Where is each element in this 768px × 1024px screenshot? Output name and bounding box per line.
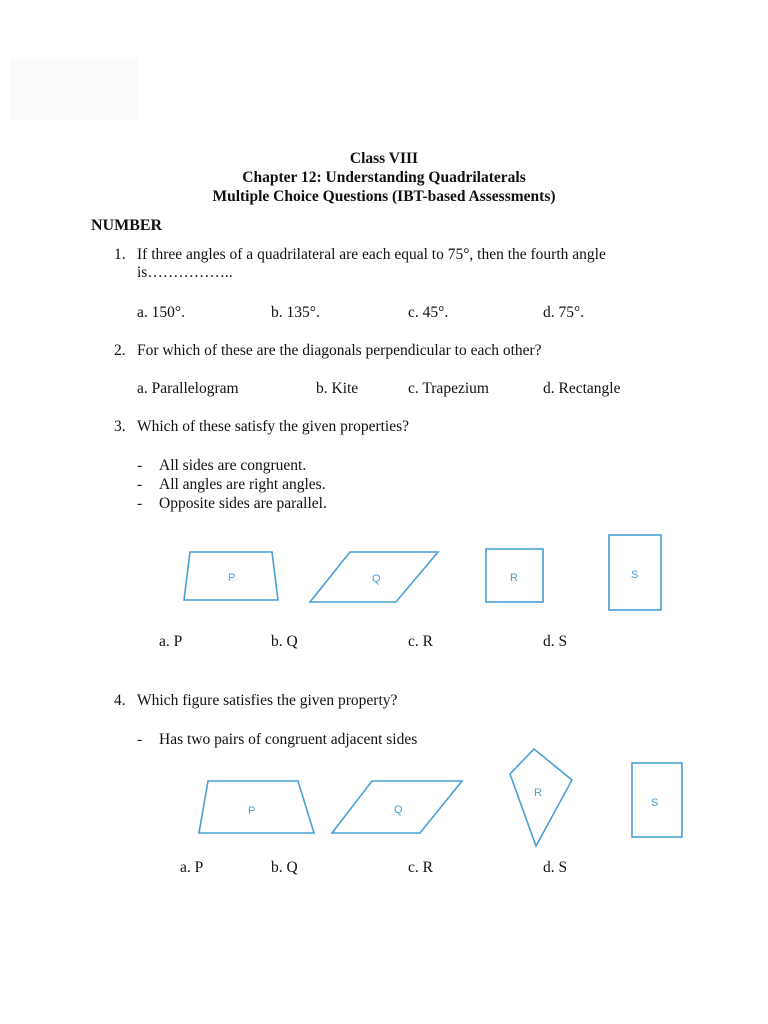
q1-option-b: b. 135°. (271, 304, 320, 321)
chapter-title: Chapter 12: Understanding Quadrilaterals (242, 169, 526, 186)
document-subtitle: Multiple Choice Questions (IBT-based Assessments) (212, 188, 556, 205)
question-3-number: 3. (114, 418, 126, 435)
q4-figure-p-trapezium (196, 779, 320, 837)
q3-figure-s-rectangle (607, 533, 665, 613)
class-heading: Class VIII (349, 150, 419, 167)
q2-option-b: b. Kite (316, 380, 359, 397)
question-1-number: 1. (114, 246, 126, 263)
q4-figure-label-q: Q (394, 804, 403, 816)
q4-option-d: d. S (543, 859, 568, 876)
question-1-text: If three angles of a quadrilateral are each equal to 75°, then the fourth angle (137, 246, 606, 263)
q2-option-a: a. Parallelogram (137, 380, 239, 397)
question-3-text: Which of these satisfy the given properties? (137, 418, 410, 435)
question-2-number: 2. (114, 342, 126, 359)
q3-figure-r-square (484, 547, 546, 605)
q3-property-3: Opposite sides are parallel. (159, 495, 327, 512)
q1-option-c: c. 45°. (408, 304, 449, 321)
bullet-dash: - (137, 457, 143, 474)
q2-option-d: d. Rectangle (543, 380, 621, 397)
q3-option-b: b. Q (271, 633, 298, 650)
q3-property-2: All angles are right angles. (159, 476, 326, 493)
q1-option-d: d. 75°. (543, 304, 585, 321)
section-label: NUMBER (91, 217, 163, 234)
q4-figure-r-kite (506, 746, 578, 850)
q3-figure-label-p: P (228, 572, 236, 584)
q3-figure-label-r: R (510, 572, 518, 584)
q3-option-c: c. R (408, 633, 433, 650)
question-2-text: For which of these are the diagonals perpendicular to each other? (137, 342, 542, 359)
q4-figure-s-rectangle (630, 761, 686, 841)
question-1-text-continued: is…………….. (137, 264, 233, 281)
question-4-number: 4. (114, 692, 126, 709)
q4-figure-q-parallelogram (328, 777, 466, 837)
q3-option-a: a. P (159, 633, 183, 650)
q2-option-c: c. Trapezium (408, 380, 489, 397)
faded-logo-area (10, 58, 138, 120)
q3-figure-label-s: S (631, 569, 639, 581)
q4-figure-label-r: R (534, 787, 542, 799)
q3-property-1: All sides are congruent. (159, 457, 307, 474)
q3-option-d: d. S (543, 633, 568, 650)
bullet-dash: - (137, 495, 143, 512)
q4-option-a: a. P (180, 859, 204, 876)
q4-option-c: c. R (408, 859, 433, 876)
q3-figure-label-q: Q (372, 573, 381, 585)
q4-property-1: Has two pairs of congruent adjacent sides (159, 731, 418, 748)
q3-figure-p-trapezium (180, 550, 290, 606)
bullet-dash: - (137, 731, 143, 748)
q3-figure-q-parallelogram (306, 548, 444, 606)
q4-figure-label-p: P (248, 805, 256, 817)
bullet-dash: - (137, 476, 143, 493)
q1-option-a: a. 150°. (137, 304, 185, 321)
q4-option-b: b. Q (271, 859, 298, 876)
q4-figure-label-s: S (651, 797, 659, 809)
question-4-text: Which figure satisfies the given property? (137, 692, 398, 709)
